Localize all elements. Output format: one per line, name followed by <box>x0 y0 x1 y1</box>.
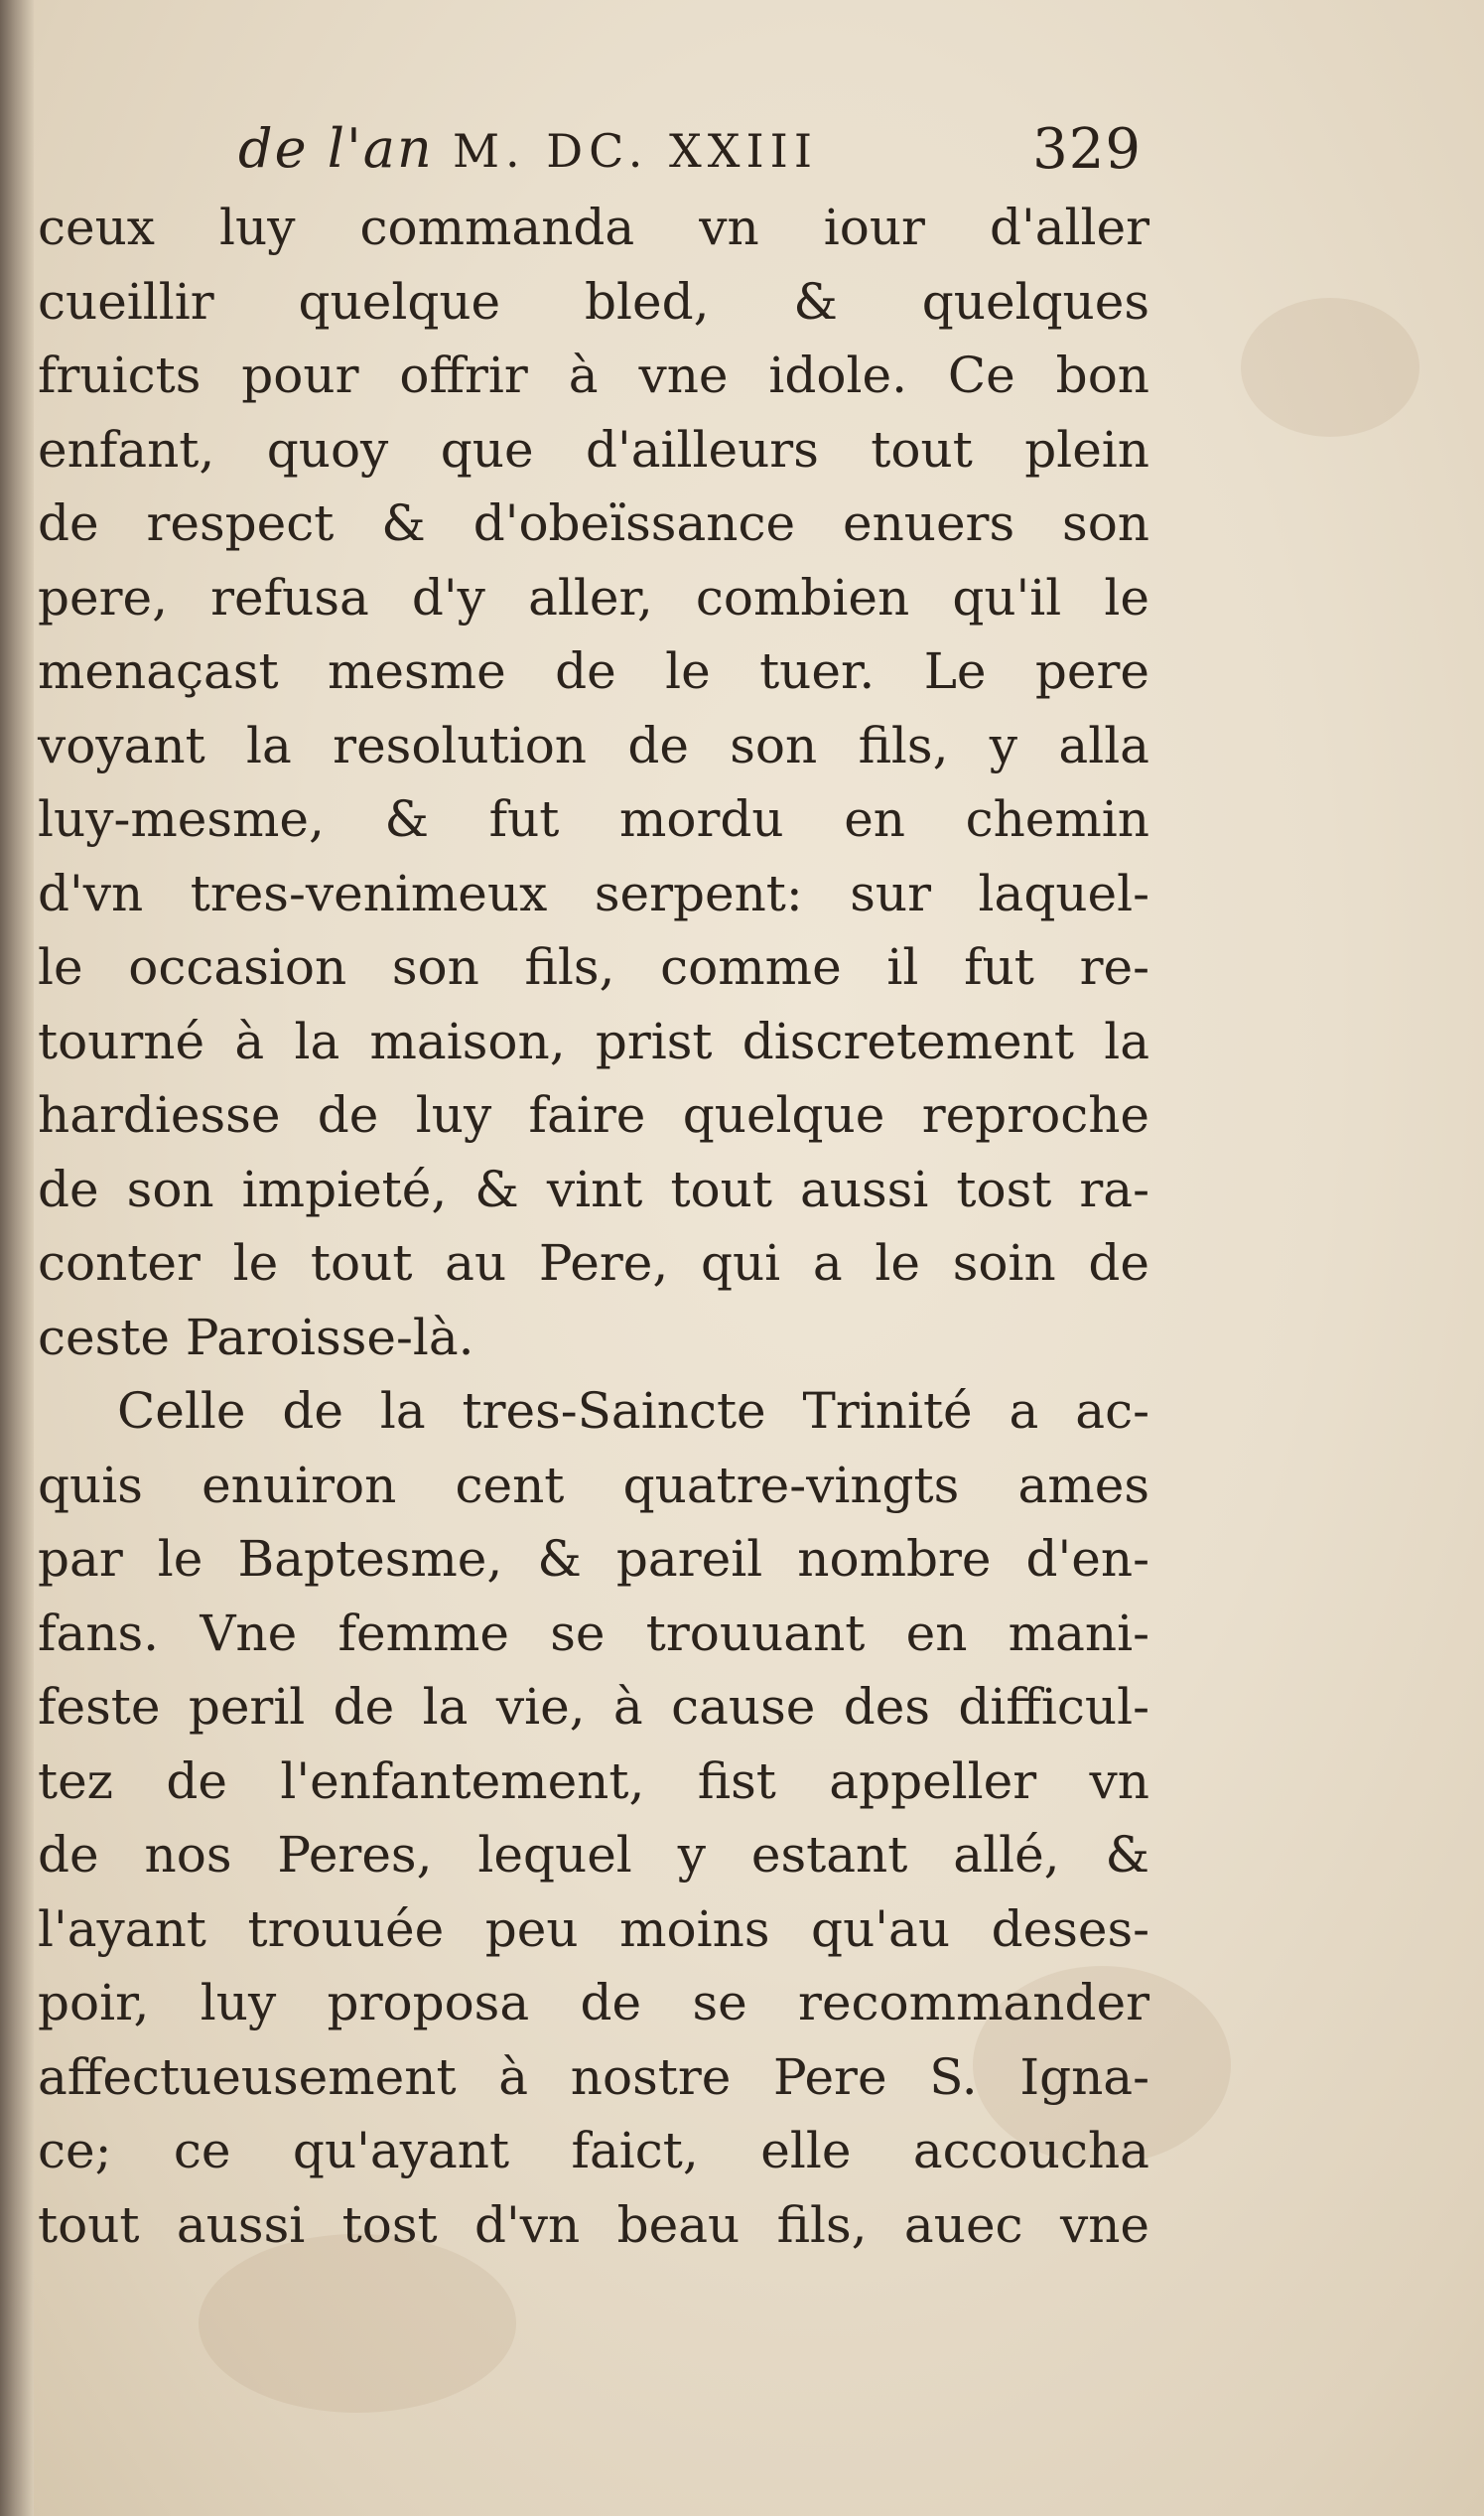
body-text <box>38 191 1149 2262</box>
text-line: d'vn tres-venimeux serpent: sur laquel- <box>38 864 1149 922</box>
foxing-spot <box>1241 298 1419 437</box>
running-head <box>238 117 1161 187</box>
text-line: tourné à la maison, prist discretement la <box>38 1012 1149 1070</box>
binding-gutter <box>0 0 34 2516</box>
text-line: poir, luy proposa de se recommander <box>38 1974 1149 2031</box>
text-line: enfant, quoy que d'ailleurs tout plein <box>38 420 1149 479</box>
running-head-year: M. DC. XXIII <box>452 124 818 178</box>
text-line: par le Baptesme, & pareil nombre d'en- <box>38 1530 1149 1588</box>
text-line: hardiesse de luy faire quelque reproche <box>38 1086 1149 1144</box>
text-line: feste peril de la vie, à cause des difficul- <box>38 1678 1149 1736</box>
text-line: ce; ce qu'ayant faict, elle accoucha <box>38 2122 1149 2179</box>
text-line: de nos Peres, lequel y estant allé, & <box>38 1826 1149 1884</box>
text-line: fans. Vne femme se trouuant en mani- <box>38 1604 1149 1662</box>
paragraph-end-line: ceste Paroisse-là. <box>38 1308 474 1366</box>
text-line: de son impieté, & vint tout aussi tost ra- <box>38 1160 1149 1218</box>
paragraph-start-line: Celle de la tres-Saincte Trinité a ac- <box>117 1382 1149 1440</box>
text-line: l'ayant trouuée peu moins qu'au deses- <box>38 1899 1149 1958</box>
text-line: pere, refusa d'y aller, combien qu'il le <box>38 568 1149 627</box>
text-line: tout aussi tost d'vn beau fils, auec vne <box>38 2195 1149 2254</box>
text-line: tez de l'enfantement, fist appeller vn <box>38 1751 1149 1810</box>
text-line: le occasion son fils, comme il fut re- <box>38 938 1149 996</box>
text-line: conter le tout au Pere, qui a le soin de <box>38 1234 1149 1292</box>
text-line: fruicts pour offrir à vne idole. Ce bon <box>38 347 1149 404</box>
running-head-italic: de l'an <box>238 117 434 180</box>
text-line: menaçast mesme de le tuer. Le pere <box>38 642 1149 700</box>
text-line: voyant la resolution de son fils, y alla <box>38 716 1149 774</box>
text-line: cueillir quelque bled, & quelques <box>38 272 1149 331</box>
text-line: luy-mesme, & fut mordu en chemin <box>38 790 1149 848</box>
running-head-title <box>238 117 818 180</box>
text-line: ceux luy commanda vn iour d'aller <box>38 199 1149 256</box>
text-line: affectueusement à nostre Pere S. Igna- <box>38 2047 1149 2106</box>
page-number: 329 <box>1032 117 1142 182</box>
text-line: quis enuiron cent quatre-vingts ames <box>38 1456 1149 1514</box>
text-line: de respect & d'obeïssance enuers son <box>38 494 1149 552</box>
